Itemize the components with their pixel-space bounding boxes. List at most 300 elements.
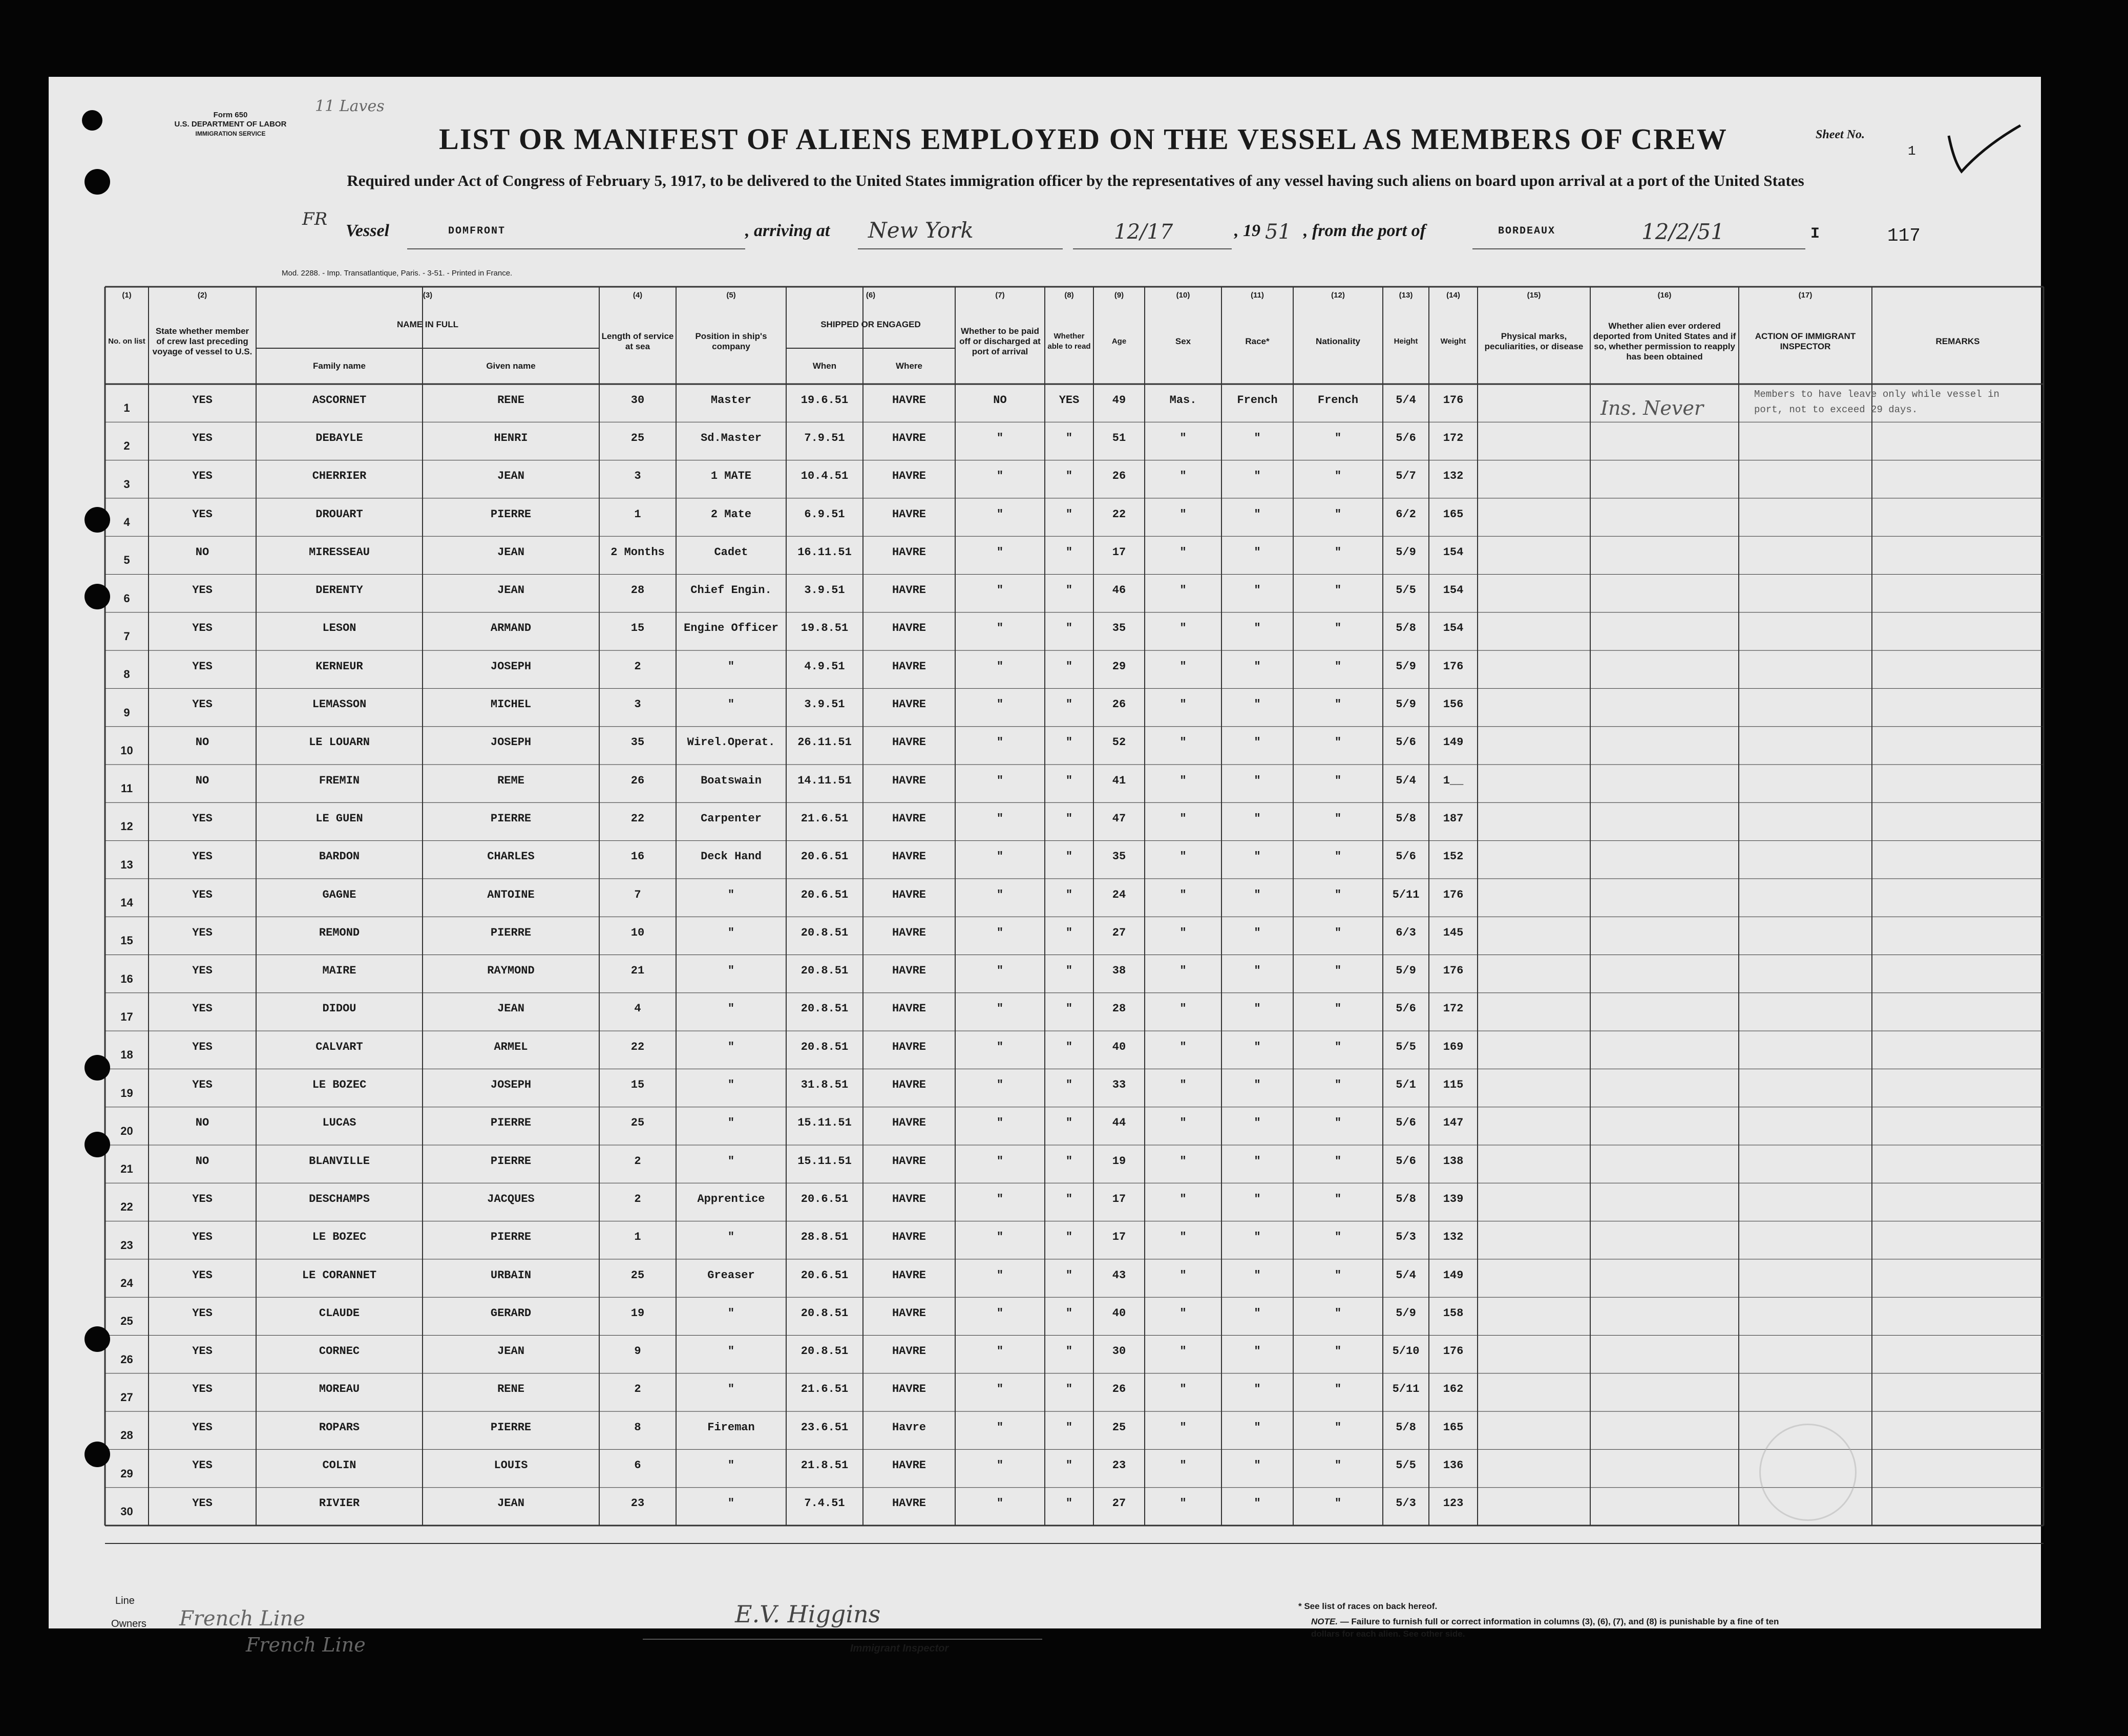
height-cell: 5/9 xyxy=(1396,660,1416,673)
given-name-cell: PIERRE xyxy=(490,1421,532,1434)
nationality-cell: " xyxy=(1334,1231,1342,1244)
family-name-cell: ROPARS xyxy=(319,1421,360,1434)
race-cell: " xyxy=(1254,1154,1261,1168)
shipped-where-cell: HAVRE xyxy=(892,1192,926,1205)
weight-cell: 154 xyxy=(1443,622,1464,635)
length-service-cell: 7 xyxy=(634,888,641,901)
page-title: LIST OR MANIFEST OF ALIENS EMPLOYED ON THE VESSEL AS MEMBERS OF CREW xyxy=(439,122,1727,156)
sex-cell: " xyxy=(1179,1192,1187,1205)
race-cell: " xyxy=(1254,812,1261,825)
age-cell: 44 xyxy=(1112,1116,1126,1130)
arrival-date: 12/17 xyxy=(1114,220,1173,244)
shipped-where-cell: HAVRE xyxy=(892,888,926,901)
weight-cell: 149 xyxy=(1443,736,1464,749)
paid-off-cell: " xyxy=(996,774,1004,787)
paid-off-cell: " xyxy=(996,1078,1004,1092)
family-name-cell: KERNEUR xyxy=(315,660,363,673)
sex-cell: " xyxy=(1179,926,1187,939)
race-cell: French xyxy=(1237,393,1278,407)
nationality-cell: " xyxy=(1334,431,1342,444)
from-port: BORDEAUX xyxy=(1498,225,1556,237)
length-service-cell: 25 xyxy=(630,1268,645,1282)
column-number: (11) xyxy=(1251,291,1264,300)
given-name-cell: LOUIS xyxy=(494,1459,528,1472)
paid-off-cell: " xyxy=(996,545,1004,559)
page-reference: 117 xyxy=(1887,225,1921,246)
weight-cell: 138 xyxy=(1443,1154,1464,1168)
race-cell: " xyxy=(1254,1421,1261,1434)
age-cell: 40 xyxy=(1112,1306,1126,1320)
length-service-cell: 35 xyxy=(630,736,645,749)
position-cell: Wirel.Operat. xyxy=(687,736,775,749)
prev-voyage-cell: YES xyxy=(192,660,213,673)
row-number: 1 xyxy=(123,401,130,415)
header-race: Race* xyxy=(1245,336,1270,346)
row-number: 21 xyxy=(120,1162,133,1176)
shipped-when-cell: 20.6.51 xyxy=(800,1268,849,1282)
header-height: Height xyxy=(1394,337,1418,346)
race-cell: " xyxy=(1254,507,1261,521)
given-name-cell: RENE xyxy=(497,393,524,407)
race-cell: " xyxy=(1254,545,1261,559)
note-label: NOTE. xyxy=(1311,1617,1338,1626)
age-cell: 17 xyxy=(1112,545,1126,559)
row-number: 17 xyxy=(120,1010,133,1023)
nationality-cell: " xyxy=(1334,888,1342,901)
race-cell: " xyxy=(1254,1497,1261,1510)
family-name-cell: BARDON xyxy=(319,850,360,863)
race-cell: " xyxy=(1254,1268,1261,1282)
height-cell: 5/9 xyxy=(1396,964,1416,978)
prev-voyage-cell: YES xyxy=(192,1421,213,1434)
family-name-cell: LE CORANNET xyxy=(302,1268,377,1282)
sex-cell: " xyxy=(1179,622,1187,635)
age-cell: 26 xyxy=(1112,1383,1126,1396)
nationality-cell: " xyxy=(1334,1078,1342,1092)
prev-voyage-cell: YES xyxy=(192,698,213,711)
nationality-cell: " xyxy=(1334,736,1342,749)
sex-cell: " xyxy=(1179,1497,1187,1510)
able-read-cell: " xyxy=(1065,1192,1073,1205)
shipped-when-cell: 20.8.51 xyxy=(800,964,849,978)
height-cell: 5/10 xyxy=(1392,1345,1420,1358)
race-cell: " xyxy=(1254,1040,1261,1053)
height-cell: 5/5 xyxy=(1396,1040,1416,1053)
family-name-cell: MAIRE xyxy=(322,964,356,978)
shipped-when-cell: 20.8.51 xyxy=(800,1306,849,1320)
sex-cell: " xyxy=(1179,774,1187,787)
length-service-cell: 1 xyxy=(634,1231,641,1244)
weight-cell: 172 xyxy=(1443,431,1464,444)
nationality-cell: " xyxy=(1334,545,1342,559)
prev-voyage-cell: YES xyxy=(192,850,213,863)
weight-cell: 154 xyxy=(1443,584,1464,597)
height-cell: 5/11 xyxy=(1392,1383,1420,1396)
binder-hole xyxy=(85,507,110,533)
column-number: (2) xyxy=(197,291,207,300)
nationality-cell: " xyxy=(1334,698,1342,711)
weight-cell: 165 xyxy=(1443,1421,1464,1434)
row-number: 22 xyxy=(120,1200,133,1214)
vessel-name: DOMFRONT xyxy=(448,225,506,237)
position-cell: " xyxy=(727,1040,735,1053)
able-read-cell: " xyxy=(1065,964,1073,978)
family-name-cell: DIDOU xyxy=(322,1002,356,1015)
position-cell: Engine Officer xyxy=(684,622,778,635)
sex-cell: " xyxy=(1179,431,1187,444)
paid-off-cell: " xyxy=(996,431,1004,444)
given-name-cell: URBAIN xyxy=(490,1268,532,1282)
position-cell: 2 Mate xyxy=(710,507,752,521)
age-cell: 41 xyxy=(1112,774,1126,787)
prev-voyage-cell: YES xyxy=(192,964,213,978)
age-cell: 25 xyxy=(1112,1421,1126,1434)
shipped-where-cell: HAVRE xyxy=(892,926,926,939)
prev-voyage-cell: YES xyxy=(192,1192,213,1205)
race-cell: " xyxy=(1254,1002,1261,1015)
race-cell: " xyxy=(1254,850,1261,863)
able-read-cell: " xyxy=(1065,507,1073,521)
race-cell: " xyxy=(1254,926,1261,939)
shipped-when-cell: 20.8.51 xyxy=(800,1040,849,1053)
nationality-cell: French xyxy=(1317,393,1359,407)
shipped-where-cell: HAVRE xyxy=(892,1040,926,1053)
sex-cell: " xyxy=(1179,584,1187,597)
shipped-where-cell: HAVRE xyxy=(892,1345,926,1358)
family-name-cell: DESCHAMPS xyxy=(309,1192,370,1205)
prev-voyage-cell: YES xyxy=(192,888,213,901)
height-cell: 5/3 xyxy=(1396,1231,1416,1244)
from-port-date: 12/2/51 xyxy=(1641,219,1724,244)
shipped-where-cell: HAVRE xyxy=(892,812,926,825)
column-number: (7) xyxy=(995,291,1005,300)
able-read-cell: " xyxy=(1065,1306,1073,1320)
race-cell: " xyxy=(1254,698,1261,711)
position-cell: " xyxy=(727,1154,735,1168)
position-cell: Boatswain xyxy=(701,774,762,787)
shipped-where-cell: HAVRE xyxy=(892,470,926,483)
prev-voyage-cell: YES xyxy=(192,926,213,939)
height-cell: 6/3 xyxy=(1396,926,1416,939)
given-name-cell: PIERRE xyxy=(490,1231,532,1244)
shipped-when-cell: 14.11.51 xyxy=(797,774,852,787)
prev-voyage-cell: YES xyxy=(192,1078,213,1092)
nationality-cell: " xyxy=(1334,1345,1342,1358)
shipped-where-cell: HAVRE xyxy=(892,1231,926,1244)
age-cell: 51 xyxy=(1112,431,1126,444)
weight-cell: 162 xyxy=(1443,1383,1464,1396)
length-service-cell: 2 Months xyxy=(610,545,665,559)
paid-off-cell: " xyxy=(996,1192,1004,1205)
family-name-cell: CORNEC xyxy=(319,1345,360,1358)
paid-off-cell: " xyxy=(996,584,1004,597)
length-service-cell: 21 xyxy=(630,964,645,978)
prev-voyage-cell: YES xyxy=(192,1268,213,1282)
paid-off-cell: " xyxy=(996,1497,1004,1510)
shipped-when-cell: 7.9.51 xyxy=(804,431,845,444)
length-service-cell: 19 xyxy=(630,1306,645,1320)
given-name-cell: PIERRE xyxy=(490,507,532,521)
position-cell: " xyxy=(727,888,735,901)
able-read-cell: " xyxy=(1065,1116,1073,1130)
header-remarks: REMARKS xyxy=(1935,336,1980,346)
able-read-cell: " xyxy=(1065,1154,1073,1168)
row-number: 30 xyxy=(120,1505,133,1518)
weight-cell: 176 xyxy=(1443,1345,1464,1358)
height-cell: 5/3 xyxy=(1396,1497,1416,1510)
column-number: (12) xyxy=(1331,291,1345,300)
shipped-where-cell: HAVRE xyxy=(892,1154,926,1168)
race-cell: " xyxy=(1254,1306,1261,1320)
paid-off-cell: " xyxy=(996,698,1004,711)
length-service-cell: 26 xyxy=(630,774,645,787)
family-name-cell: LESON xyxy=(322,622,356,635)
header-able-read: Whether able to read xyxy=(1047,332,1091,351)
prev-voyage-cell: NO xyxy=(195,736,209,749)
able-read-cell: " xyxy=(1065,1268,1073,1282)
shipped-where-cell: HAVRE xyxy=(892,545,926,559)
shipped-where-cell: HAVRE xyxy=(892,964,926,978)
row-number: 24 xyxy=(120,1277,133,1290)
shipped-where-cell: HAVRE xyxy=(892,660,926,673)
sex-cell: " xyxy=(1179,470,1187,483)
row-number: 11 xyxy=(120,782,133,795)
shipped-where-cell: HAVRE xyxy=(892,507,926,521)
weight-cell: 139 xyxy=(1443,1192,1464,1205)
shipped-where-cell: HAVRE xyxy=(892,1268,926,1282)
row-number: 5 xyxy=(123,554,130,567)
sex-cell: " xyxy=(1179,660,1187,673)
position-cell: Carpenter xyxy=(701,812,762,825)
header-name-in-full: NAME IN FULL xyxy=(397,320,458,329)
able-read-cell: " xyxy=(1065,926,1073,939)
able-read-cell: " xyxy=(1065,545,1073,559)
owners-handwritten-1: French Line xyxy=(179,1607,305,1631)
weight-cell: 172 xyxy=(1443,1002,1464,1015)
nationality-cell: " xyxy=(1334,470,1342,483)
length-service-cell: 25 xyxy=(630,431,645,444)
weight-cell: 123 xyxy=(1443,1497,1464,1510)
position-cell: Fireman xyxy=(707,1421,755,1434)
prev-voyage-cell: YES xyxy=(192,1383,213,1396)
header-physical-marks: Physical marks, peculiarities, or disease xyxy=(1484,331,1584,351)
row-number: 7 xyxy=(123,629,130,643)
shipped-where-cell: HAVRE xyxy=(892,1078,926,1092)
shipped-where-cell: HAVRE xyxy=(892,1459,926,1472)
length-service-cell: 6 xyxy=(634,1459,641,1472)
height-cell: 5/8 xyxy=(1396,812,1416,825)
position-cell: Apprentice xyxy=(697,1192,765,1205)
row-number: 12 xyxy=(120,820,133,833)
shipped-when-cell: 19.6.51 xyxy=(800,393,849,407)
able-read-cell: " xyxy=(1065,736,1073,749)
age-cell: 35 xyxy=(1112,622,1126,635)
able-read-cell: " xyxy=(1065,1459,1073,1472)
header-given-name: Given name xyxy=(486,361,536,371)
weight-cell: 152 xyxy=(1443,850,1464,863)
height-cell: 5/4 xyxy=(1396,1268,1416,1282)
top-handwritten-note: 11 Laves xyxy=(315,97,385,115)
position-cell: Sd.Master xyxy=(701,431,762,444)
given-name-cell: CHARLES xyxy=(487,850,535,863)
race-cell: " xyxy=(1254,470,1261,483)
shipped-where-cell: HAVRE xyxy=(892,622,926,635)
family-name-cell: ASCORNET xyxy=(312,393,367,407)
nationality-cell: " xyxy=(1334,774,1342,787)
given-name-cell: PIERRE xyxy=(490,1154,532,1168)
weight-cell: 176 xyxy=(1443,964,1464,978)
family-name-cell: BLANVILLE xyxy=(309,1154,370,1168)
position-cell: Master xyxy=(710,393,752,407)
length-service-cell: 1 xyxy=(634,507,641,521)
sex-cell: " xyxy=(1179,1154,1187,1168)
row-number: 26 xyxy=(120,1352,133,1366)
length-service-cell: 2 xyxy=(634,1383,641,1396)
shipped-when-cell: 6.9.51 xyxy=(804,507,845,521)
age-cell: 24 xyxy=(1112,888,1126,901)
column-number: (1) xyxy=(122,291,132,300)
length-service-cell: 4 xyxy=(634,1002,641,1015)
age-cell: 43 xyxy=(1112,1268,1126,1282)
position-cell: " xyxy=(727,1116,735,1130)
shipped-when-cell: 15.11.51 xyxy=(797,1116,852,1130)
able-read-cell: " xyxy=(1065,1040,1073,1053)
family-name-cell: LEMASSON xyxy=(312,698,367,711)
given-name-cell: JOSEPH xyxy=(490,1078,532,1092)
given-name-cell: MICHEL xyxy=(490,698,532,711)
shipped-when-cell: 31.8.51 xyxy=(800,1078,849,1092)
prev-voyage-cell: YES xyxy=(192,1040,213,1053)
height-cell: 5/9 xyxy=(1396,698,1416,711)
sex-cell: " xyxy=(1179,1078,1187,1092)
header-when: When xyxy=(812,361,837,371)
row-number: 16 xyxy=(120,972,133,985)
given-name-cell: JEAN xyxy=(497,1002,524,1015)
position-cell: " xyxy=(727,964,735,978)
prev-voyage-cell: YES xyxy=(192,1231,213,1244)
row-number: 2 xyxy=(123,439,130,453)
able-read-cell: " xyxy=(1065,888,1073,901)
nationality-cell: " xyxy=(1334,660,1342,673)
age-cell: 19 xyxy=(1112,1154,1126,1168)
arriving-label: , arriving at xyxy=(745,221,830,240)
weight-cell: 149 xyxy=(1443,1268,1464,1282)
age-cell: 27 xyxy=(1112,926,1126,939)
race-cell: " xyxy=(1254,1078,1261,1092)
shipped-when-cell: 20.8.51 xyxy=(800,1345,849,1358)
binder-hole xyxy=(85,584,110,609)
sex-cell: " xyxy=(1179,812,1187,825)
shipped-when-cell: 7.4.51 xyxy=(804,1497,845,1510)
race-cell: " xyxy=(1254,1231,1261,1244)
family-name-cell: RIVIER xyxy=(319,1497,360,1510)
paid-off-cell: " xyxy=(996,1002,1004,1015)
prev-voyage-cell: YES xyxy=(192,1497,213,1510)
note-text: — Failure to furnish full or correct information in columns (3), (6), (7), and (8) is punishable by a fine of ten dollars for each alien. See other side. xyxy=(1311,1617,1779,1639)
height-cell: 5/8 xyxy=(1396,1192,1416,1205)
family-name-cell: GAGNE xyxy=(322,888,356,901)
column-number: (13) xyxy=(1399,291,1413,300)
given-name-cell: JEAN xyxy=(497,545,524,559)
row-number: 14 xyxy=(120,896,133,909)
shipped-when-cell: 20.6.51 xyxy=(800,1192,849,1205)
shipped-when-cell: 20.6.51 xyxy=(800,888,849,901)
column-number: (16) xyxy=(1657,291,1672,300)
nationality-cell: " xyxy=(1334,1268,1342,1282)
nationality-cell: " xyxy=(1334,1192,1342,1205)
shipped-when-cell: 15.11.51 xyxy=(797,1154,852,1168)
position-cell: " xyxy=(727,1459,735,1472)
row-number: 6 xyxy=(123,591,130,605)
prev-voyage-cell: YES xyxy=(192,431,213,444)
given-name-cell: JEAN xyxy=(497,1345,524,1358)
age-cell: 47 xyxy=(1112,812,1126,825)
binder-hole xyxy=(85,1326,110,1352)
height-cell: 5/1 xyxy=(1396,1078,1416,1092)
height-cell: 5/6 xyxy=(1396,1002,1416,1015)
height-cell: 5/9 xyxy=(1396,1306,1416,1320)
row-number: 13 xyxy=(120,858,133,871)
weight-cell: 165 xyxy=(1443,507,1464,521)
sex-cell: " xyxy=(1179,1002,1187,1015)
signature-line xyxy=(643,1639,1042,1640)
sex-cell: " xyxy=(1179,1306,1187,1320)
header-where: Where xyxy=(896,361,922,371)
nationality-cell: " xyxy=(1334,1002,1342,1015)
position-cell: Deck Hand xyxy=(701,850,762,863)
race-cell: " xyxy=(1254,1459,1261,1472)
age-cell: 52 xyxy=(1112,736,1126,749)
nationality-cell: " xyxy=(1334,1116,1342,1130)
paid-off-cell: " xyxy=(996,622,1004,635)
prev-voyage-cell: NO xyxy=(195,774,209,787)
given-name-cell: ARMEL xyxy=(494,1040,528,1053)
race-cell: " xyxy=(1254,431,1261,444)
length-service-cell: 23 xyxy=(630,1497,645,1510)
weight-cell: 1__ xyxy=(1443,774,1464,787)
shipped-when-cell: 26.11.51 xyxy=(797,736,852,749)
sex-cell: " xyxy=(1179,1345,1187,1358)
row-number: 18 xyxy=(120,1048,133,1062)
paid-off-cell: " xyxy=(996,507,1004,521)
sex-cell: " xyxy=(1179,1383,1187,1396)
height-cell: 5/6 xyxy=(1396,431,1416,444)
length-service-cell: 3 xyxy=(634,470,641,483)
row-number: 4 xyxy=(123,516,130,529)
position-cell: Greaser xyxy=(707,1268,755,1282)
height-cell: 5/4 xyxy=(1396,393,1416,407)
header-action: ACTION OF IMMIGRANT INSPECTOR xyxy=(1755,331,1856,351)
height-cell: 5/7 xyxy=(1396,470,1416,483)
able-read-cell: " xyxy=(1065,1231,1073,1244)
weight-cell: 132 xyxy=(1443,1231,1464,1244)
age-cell: 26 xyxy=(1112,470,1126,483)
weight-cell: 145 xyxy=(1443,926,1464,939)
nationality-cell: " xyxy=(1334,926,1342,939)
height-cell: 5/8 xyxy=(1396,1421,1416,1434)
age-cell: 23 xyxy=(1112,1459,1126,1472)
shipped-where-cell: HAVRE xyxy=(892,698,926,711)
paid-off-cell: " xyxy=(996,1306,1004,1320)
height-cell: 5/4 xyxy=(1396,774,1416,787)
paid-off-cell: " xyxy=(996,850,1004,863)
row-number: 3 xyxy=(123,477,130,491)
length-service-cell: 16 xyxy=(630,850,645,863)
paid-off-cell: " xyxy=(996,1383,1004,1396)
row-number: 19 xyxy=(120,1086,133,1099)
able-read-cell: " xyxy=(1065,584,1073,597)
fine-note xyxy=(1311,1616,1793,1640)
